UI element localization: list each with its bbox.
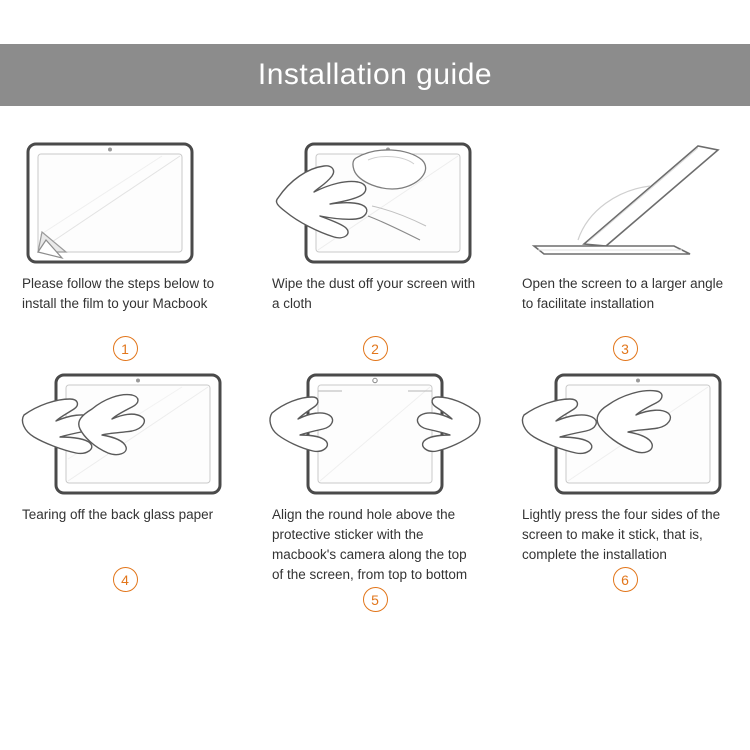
step-number-wrap <box>522 567 728 592</box>
step-number-badge: 1 <box>113 336 138 361</box>
step-number-badge: 3 <box>613 336 638 361</box>
step-card-6 <box>500 361 750 612</box>
step-number-wrap <box>22 567 228 592</box>
step-number-wrap <box>22 336 228 361</box>
step-card-5 <box>250 361 500 612</box>
step-caption: Tearing off the back glass paper <box>22 507 214 522</box>
step-caption: Align the round hole above the protective sticker with the macbook's camera along the top of the screen, from top to bottom <box>272 507 468 582</box>
step-caption: Please follow the steps below to install the film to your Macbook <box>22 276 215 311</box>
step-number-badge: 4 <box>113 567 138 592</box>
hands-tearing-back-paper-illustration <box>22 371 228 491</box>
steps-grid <box>0 130 750 612</box>
step-number-wrap <box>272 336 478 361</box>
step-number-badge: 6 <box>613 567 638 592</box>
step-caption: Wipe the dust off your screen with a cloth <box>272 276 476 311</box>
macbook-screen-with-film-peel-illustration <box>22 140 228 260</box>
hand-pressing-film-edges-illustration <box>522 371 728 491</box>
step-caption: Open the screen to a larger angle to facilitate installation <box>522 276 724 311</box>
step-number-badge: 2 <box>363 336 388 361</box>
step-card-3 <box>500 130 750 361</box>
step-card-4 <box>0 361 250 612</box>
step-caption: Lightly press the four sides of the screen to make it stick, that is, complete the installation <box>522 507 721 562</box>
page-title: Installation guide <box>257 58 493 91</box>
step-number-wrap <box>272 587 478 612</box>
step-number-badge: 5 <box>363 587 388 612</box>
step-card-1 <box>0 130 250 361</box>
two-hands-aligning-film-camera-hole-illustration <box>272 371 478 491</box>
header-banner <box>0 44 750 106</box>
step-number-wrap <box>522 336 728 361</box>
step-card-2 <box>250 130 500 361</box>
laptop-opened-wide-angle-illustration <box>522 140 728 260</box>
hand-wiping-screen-with-cloth-illustration <box>272 140 478 260</box>
